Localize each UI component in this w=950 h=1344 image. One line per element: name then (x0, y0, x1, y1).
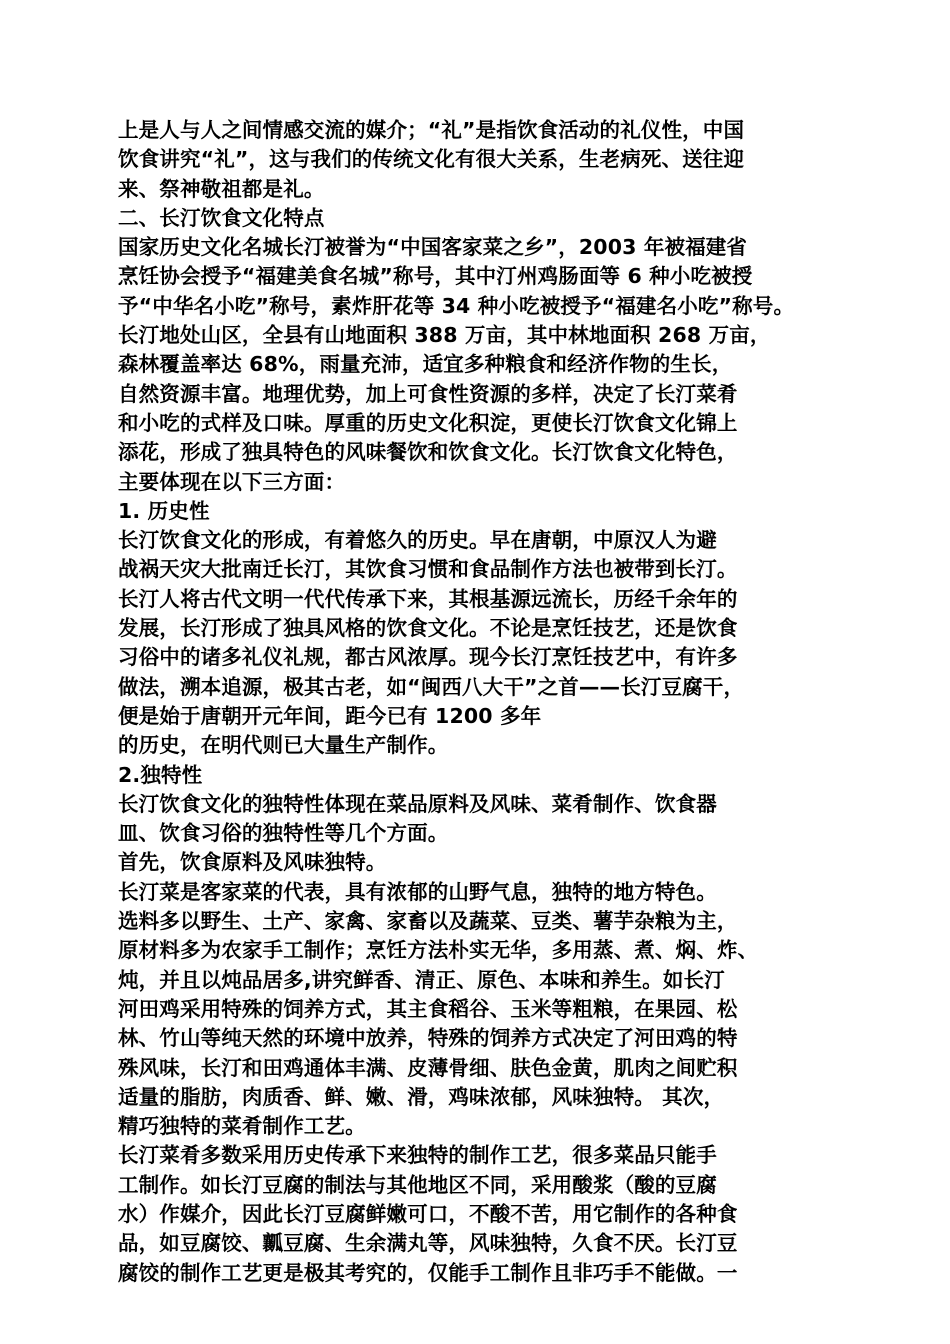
text-line: 国家历史文化名城长汀被誉为“中国客家菜之乡”，2003 年被福建省 (118, 235, 748, 260)
text-line: 长汀菜肴多数采用历史传承下来独特的制作工艺，很多菜品只能手 (118, 1143, 717, 1168)
text-line: 品，如豆腐饺、瓤豆腐、生余满丸等，风味独特，久食不厌。长汀豆 (118, 1231, 738, 1256)
section-heading: 二、长汀饮食文化特点 (118, 205, 325, 230)
text-line: 殊风味，长汀和田鸡通体丰满、皮薄骨细、肤色金黄，肌肉之间贮积 (118, 1055, 738, 1080)
text-line: 选料多以野生、土产、家禽、家畜以及蔬菜、豆类、薯芋杂粮为主， (118, 909, 738, 934)
text-line: 烹饪协会授予“福建美食名城”称号，其中汀州鸡肠面等 6 种小吃被授 (118, 264, 753, 289)
text-line: 的历史，在明代则已大量生产制作。 (118, 733, 449, 758)
text-line: 予“中华名小吃”称号，素炸肝花等 34 种小吃被授予“福建名小吃”称号。 (118, 293, 795, 318)
text-line: 便是始于唐朝开元年间，距今已有 1200 多年 (118, 703, 542, 728)
text-line: 饮食讲究“礼”，这与我们的传统文化有很大关系，生老病死、送往迎 (118, 147, 745, 172)
text-line: 主要体现在以下三方面： (118, 469, 346, 494)
text-line: 适量的脂肪，肉质香、鲜、嫩、滑，鸡味浓郁，风味独特。 其次， (118, 1084, 725, 1109)
text-line: 首先，饮食原料及风味独特。 (118, 850, 387, 875)
text-line: 来、祭神敬祖都是礼。 (118, 176, 325, 201)
text-line: 上是人与人之间情感交流的媒介；“礼”是指饮食活动的礼仪性，中国 (118, 118, 745, 142)
text-line: 做法，溯本追源，极其古老，如“闽西八大干”之首——长汀豆腐干， (118, 674, 745, 699)
text-line: 战祸天灾大批南迁长汀，其饮食习惯和食品制作方法也被带到长汀。 (118, 557, 738, 582)
text-line: 腐饺的制作工艺更是极其考究的，仅能手工制作且非巧手不能做。一 (118, 1260, 738, 1285)
text-line: 水）作媒介，因此长汀豆腐鲜嫩可口，不酸不苦，用它制作的各种食 (118, 1201, 738, 1226)
text-line: 长汀菜是客家菜的代表，具有浓郁的山野气息，独特的地方特色。 (118, 879, 717, 904)
text-line: 长汀饮食文化的形成，有着悠久的历史。早在唐朝，中原汉人为避 (118, 528, 717, 553)
text-line: 和小吃的式样及口味。厚重的历史文化积淀，更使长汀饮食文化锦上 (118, 410, 738, 435)
text-line: 工制作。如长汀豆腐的制法与其他地区不同，采用酸浆（酸的豆腐 (118, 1172, 717, 1197)
text-line: 河田鸡采用特殊的饲养方式，其主食稻谷、玉米等粗粮，在果园、松 (118, 996, 738, 1021)
subsection-heading: 1. 历史性 (118, 498, 210, 523)
text-line: 林、竹山等纯天然的环境中放养，特殊的饲养方式决定了河田鸡的特 (118, 1026, 738, 1051)
document-page (118, 116, 848, 1288)
text-line: 发展，长汀形成了独具风格的饮食文化。不论是烹饪技艺，还是饮食 (118, 616, 738, 641)
text-line: 习俗中的诸多礼仪礼规，都古风浓厚。现今长汀烹饪技艺中，有许多 (118, 645, 738, 670)
text-line: 自然资源丰富。地理优势，加上可食性资源的多样，决定了长汀菜肴 (118, 381, 738, 406)
text-line: 皿、饮食习俗的独特性等几个方面。 (118, 821, 449, 846)
text-line: 原材料多为农家手工制作；烹饪方法朴实无华，多用蒸、煮、焖、炸、 (118, 938, 759, 963)
text-line: 炖，并且以炖品居多,讲究鲜香、清正、原色、本味和养生。如长汀 (118, 967, 725, 992)
text-line: 森林覆盖率达 68%，雨量充沛，适宜多种粮食和经济作物的生长， (118, 352, 733, 377)
text-line: 长汀饮食文化的独特性体现在菜品原料及风味、菜肴制作、饮食器 (118, 791, 717, 816)
text-line: 添花，形成了独具特色的风味餐饮和饮食文化。长汀饮食文化特色， (118, 440, 738, 465)
text-line: 精巧独特的菜肴制作工艺。 (118, 1114, 366, 1139)
text-line: 长汀地处山区，全县有山地面积 388 万亩，其中林地面积 268 万亩， (118, 323, 771, 348)
text-line: 长汀人将古代文明一代代传承下来，其根基源远流长，历经千余年的 (118, 586, 738, 611)
subsection-heading: 2.独特性 (118, 762, 203, 787)
